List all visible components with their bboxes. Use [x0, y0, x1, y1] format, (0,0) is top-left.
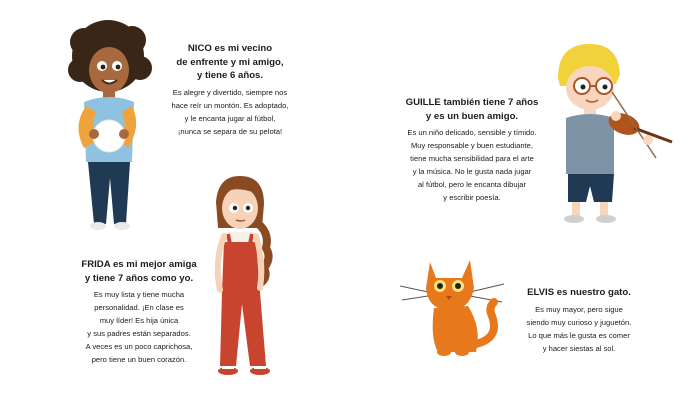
guille-text-block [392, 96, 552, 204]
guille-illustration [552, 38, 682, 228]
guille-description-line: Es un niño delicado, sensible y tímido. [407, 128, 537, 137]
elvis-text-block [512, 286, 646, 355]
nico-description-line: ¡nunca se separa de su pelota! [177, 126, 283, 136]
elvis-heading-line: ELVIS es nuestro gato. [527, 287, 631, 298]
nico-heading-line: y tiene 6 años. [196, 70, 264, 81]
nico-illustration [62, 14, 157, 234]
guille-description-line: tiene mucha sensibilidad para el arte [410, 154, 534, 163]
nico-description-line: Es alegre y divertido, siempre nos [172, 87, 288, 97]
frida-description-line: muy líder! Es hija única [99, 316, 179, 325]
frida-text-block [68, 258, 210, 366]
nico-description [165, 86, 295, 138]
frida-description-line: y sus padres están separados. [87, 329, 191, 338]
elvis-description-line: siendo muy curioso y juguetón. [526, 317, 632, 327]
nico-text-block [165, 42, 295, 138]
guille-heading-line: y es un buen amigo. [425, 110, 519, 122]
guille-description-line: al fútbol, pero le encanta dibujar [417, 180, 527, 189]
frida-description-line: A veces es un poco caprichosa, [85, 342, 193, 351]
nico-description-line: hace reír un montón. Es adoptado, [171, 100, 289, 110]
guille-description-line: y la música. No le gusta nada jugar [412, 167, 532, 176]
frida-description-line: personalidad. ¡En clase es [94, 303, 184, 312]
nico-heading-line: NICO es mi vecino [187, 43, 273, 54]
guille-heading-line: GUILLE también tiene 7 años [405, 97, 539, 108]
elvis-illustration [400, 248, 508, 358]
frida-description-line: pero tiene un buen corazón. [91, 355, 187, 364]
nico-description-line: y le encanta jugar al fútbol, [184, 113, 276, 123]
guille-description [392, 126, 552, 204]
guille-description-line: Muy responsable y buen estudiante, [410, 141, 533, 150]
nico-heading-line: de enfrente y mi amigo, [176, 56, 284, 68]
elvis-description-line: y hacer siestas al sol. [542, 343, 616, 353]
frida-illustration [198, 172, 288, 384]
frida-heading [68, 258, 210, 285]
elvis-description-line: Lo que más le gusta es comer [528, 330, 630, 340]
elvis-heading [512, 286, 646, 300]
elvis-description [512, 303, 646, 355]
guille-description-line: y escribir poesía. [443, 193, 501, 202]
guille-heading [392, 96, 552, 123]
frida-heading-line: y tiene 7 años como yo. [84, 272, 194, 284]
frida-description-line: Es muy lista y tiene mucha [93, 290, 185, 299]
elvis-description-line: Es muy mayor, pero sigue [535, 304, 623, 314]
nico-heading [165, 42, 295, 83]
frida-description [68, 288, 210, 366]
frida-heading-line: FRIDA es mi mejor amiga [81, 259, 197, 270]
